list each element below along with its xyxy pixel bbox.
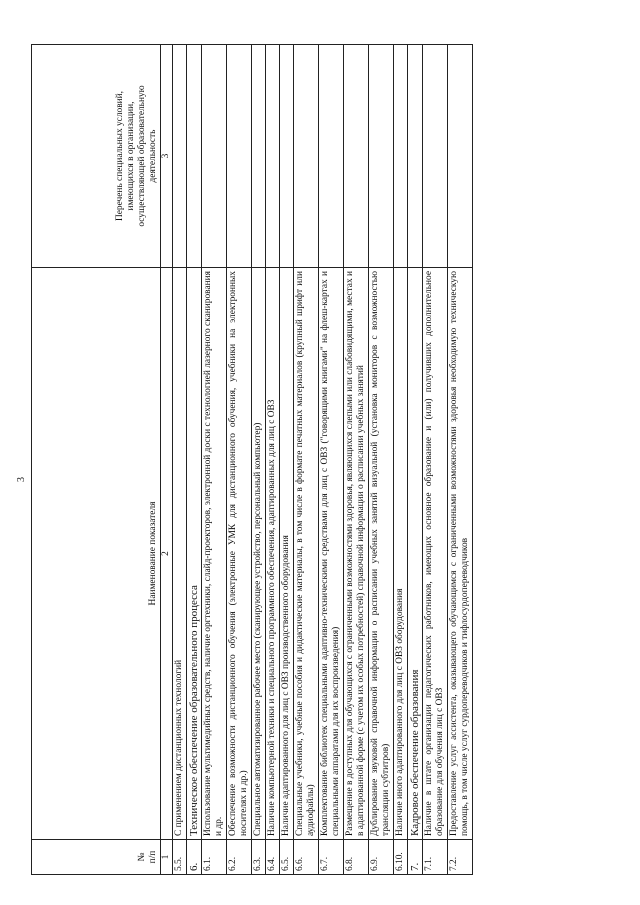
row-indicator: Размещение в доступных для обучающихся с ограниченными возможностями здоровья, являющихся слепыми или слабовидящими, местах и в адаптированной форме (с учетом их особых потребностей) справочной информации о расписании учебных занятий	[344, 268, 369, 840]
table-row	[294, 45, 319, 875]
table-row	[448, 45, 473, 875]
rotated-page	[0, 25, 621, 905]
row-conditions	[187, 45, 202, 268]
row-indicator: Наличие в штате организации педагогических работников, имеющих основное образование и (или) получивших дополнительное образование для обучения лиц с ОВЗ	[423, 268, 448, 840]
row-number: 6.6.	[294, 840, 319, 875]
row-number: 6.5.	[280, 840, 294, 875]
row-number: 6.3.	[252, 840, 266, 875]
row-number: 7.1.	[423, 840, 448, 875]
header-num	[32, 840, 161, 875]
section-row	[408, 45, 423, 875]
row-conditions	[173, 45, 187, 268]
row-indicator: Наличие адаптированного для лиц с ОВЗ производственного оборудования	[280, 268, 294, 840]
row-number: 6.1.	[202, 840, 227, 875]
row-number: 6.	[187, 840, 202, 875]
conditions-table	[31, 44, 473, 875]
row-number: 6.8.	[344, 840, 369, 875]
header-row	[32, 45, 161, 875]
table-row	[344, 45, 369, 875]
col-number-1: 1	[161, 840, 173, 875]
col-number-3: 3	[161, 45, 173, 268]
row-conditions	[448, 45, 473, 268]
row-indicator: Дублирование звуковой справочной информации о расписании учебных занятий визуальной (установка мониторов с возможностью трансляции субтитров)	[369, 268, 394, 840]
row-indicator: Техническое обеспечение образовательного процесса	[187, 268, 202, 840]
row-conditions	[344, 45, 369, 268]
row-number: 6.4.	[266, 840, 280, 875]
row-number: 7.	[408, 840, 423, 875]
row-indicator: Наличие компьютерной техники и специального программного обеспечения, адаптированных для лиц с ОВЗ	[266, 268, 280, 840]
row-conditions	[394, 45, 408, 268]
row-indicator: Специальное автоматизированное рабочее место (сканирующее устройство, персональный компьютер)	[252, 268, 266, 840]
table-row	[252, 45, 266, 875]
row-number: 7.2.	[448, 840, 473, 875]
row-number: 6.2.	[227, 840, 252, 875]
header-num-text: № п/п	[137, 850, 158, 864]
page-number: 3	[16, 477, 27, 482]
table-row	[369, 45, 394, 875]
header-indicator-text: Наименование показателя	[148, 501, 158, 606]
row-indicator: Предоставление услуг ассистента, оказывающего обучающимся с ограниченными возможностями здоровья необходимую техническую помощь, в том числе услуг сурдопереводчиков и тифлосурдопереводчиков	[448, 268, 473, 840]
row-number: 6.9.	[369, 840, 394, 875]
header-conditions	[32, 45, 161, 268]
table-row	[266, 45, 280, 875]
col-number-2: 2	[161, 268, 173, 840]
table-row	[202, 45, 227, 875]
row-indicator: Использование мультимедийных средств, наличие оргтехники, слайд-проекторов, электронной доски с технологией лазерного сканирования и др.	[202, 268, 227, 840]
row-indicator: Наличие иного адаптированного для лиц с ОВЗ оборудования	[394, 268, 408, 840]
row-indicator: Кадровое обеспечение образования	[408, 268, 423, 840]
row-conditions	[319, 45, 344, 268]
row-number: 5.5.	[173, 840, 187, 875]
table-row	[394, 45, 408, 875]
column-number-row	[161, 45, 173, 875]
row-conditions	[280, 45, 294, 268]
row-indicator: С применением дистанционных технологий	[173, 268, 187, 840]
row-conditions	[408, 45, 423, 268]
table-row	[423, 45, 448, 875]
row-conditions	[227, 45, 252, 268]
section-row	[187, 45, 202, 875]
row-indicator: Специальные учебники, учебные пособия и дидактические материалы, в том числе в формате печатных материалов (крупный шрифт или аудиофайлы)	[294, 268, 319, 840]
row-conditions	[294, 45, 319, 268]
row-conditions	[202, 45, 227, 268]
row-conditions	[252, 45, 266, 268]
table-row	[173, 45, 187, 875]
table-row	[319, 45, 344, 875]
row-conditions	[266, 45, 280, 268]
row-number: 6.7.	[319, 840, 344, 875]
row-indicator: Комплектование библиотек специальными адаптивно-техническими средствами для лиц с ОВЗ ("говорящими книгами" на флеш-картах и специальными аппаратами для их воспроизведения)	[319, 268, 344, 840]
header-conditions-text: Перечень специальных условий, имеющихся в организации, осуществляющей образовательную деятельность	[115, 85, 158, 227]
row-indicator: Обеспечение возможности дистанционного обучения (электронные УМК для дистанционного обучения, учебники на электронных носителях и др.)	[227, 268, 252, 840]
row-conditions	[423, 45, 448, 268]
table-row	[280, 45, 294, 875]
row-number: 6.10.	[394, 840, 408, 875]
row-conditions	[369, 45, 394, 268]
header-indicator	[32, 268, 161, 840]
table-row	[227, 45, 252, 875]
